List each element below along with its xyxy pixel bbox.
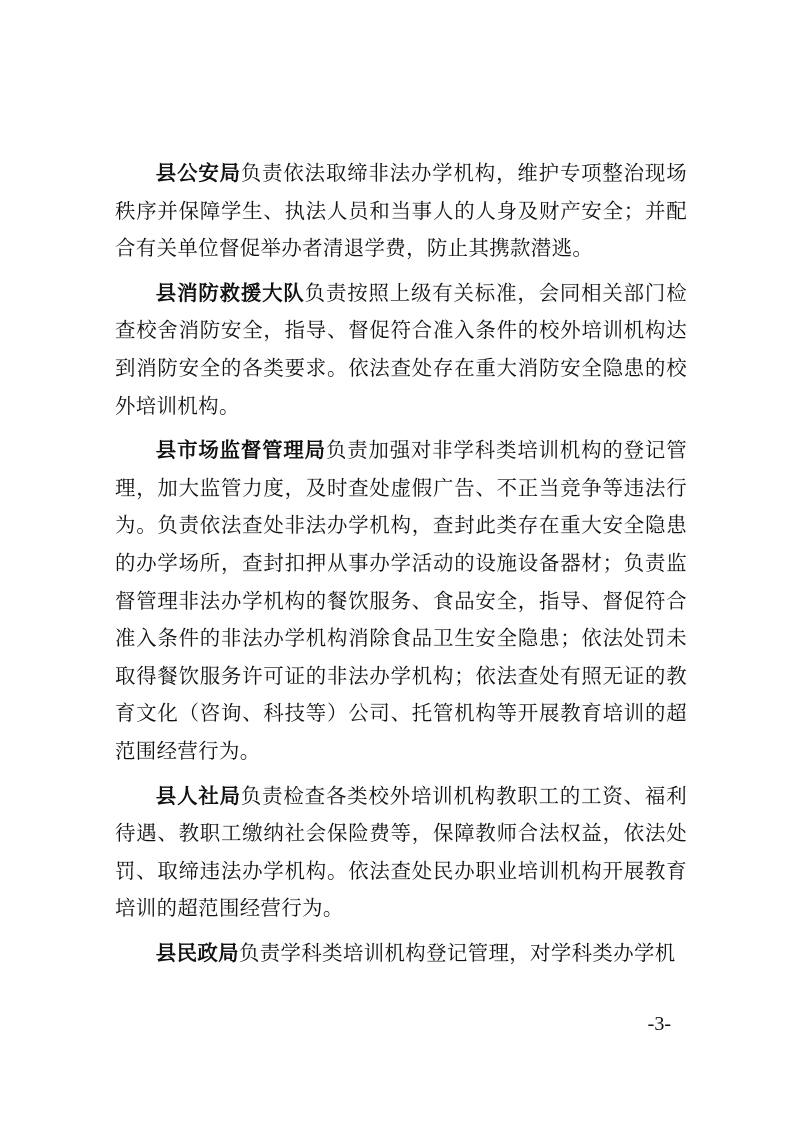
paragraph-human-resources bbox=[115, 778, 687, 928]
paragraph-text: 负责依法取缔非法办学机构，维护专项整治现场秩序并保障学生、执法人员和当事人的人身及财产安全；并配合有关单位督促举办者清退学费，防止其携款潜逃。 bbox=[115, 161, 687, 261]
paragraph-lead: 县市场监督管理局 bbox=[155, 438, 326, 463]
page-number: -3- bbox=[647, 1013, 671, 1035]
document-body bbox=[115, 155, 687, 979]
paragraph-public-security bbox=[115, 155, 687, 268]
paragraph-text: 负责学科类培训机构登记管理，对学科类办学机 bbox=[238, 940, 676, 965]
paragraph-market-supervision bbox=[115, 432, 687, 770]
paragraph-text: 负责检查各类校外培训机构教职工的工资、福利待遇、教职工缴纳社会保险费等，保障教师合法权益，依法处罚、取缔违法办学机构。依法查处民办职业培训机构开展教育培训的超范围经营行为。 bbox=[115, 783, 687, 921]
paragraph-lead: 县公安局 bbox=[155, 161, 241, 185]
paragraph-lead: 县人社局 bbox=[155, 783, 241, 808]
paragraph-text: 负责加强对非学科类培训机构的登记管理，加大监管力度，及时查处虚假广告、不正当竞争等违法行为。负责依法查处非法办学机构，查封此类存在重大安全隐患的办学场所，查封扣押从事办学活动的设施设备器材；负责监督管理非法办学机构的餐饮服务、食品安全，指导、督促符合准入条件的非法办学机构消除食品卫生安全隐患；依法处罚未取得餐饮服务许可证的非法办学机构；依法查处有照无证的教育文化（咨询、科技等）公司、托管机构等开展教育培训的超范围经营行为。 bbox=[115, 438, 687, 763]
paragraph-lead: 县民政局 bbox=[155, 940, 239, 965]
paragraph-text: 负责按照上级有关标准，会同相关部门检查校舍消防安全，指导、督促符合准入条件的校外培训机构达到消防安全的各类要求。依法查处存在重大消防安全隐患的校外培训机构。 bbox=[115, 280, 687, 418]
paragraph-lead: 县消防救援大队 bbox=[155, 280, 305, 305]
paragraph-civil-affairs bbox=[115, 935, 687, 973]
paragraph-fire-rescue bbox=[115, 275, 687, 425]
